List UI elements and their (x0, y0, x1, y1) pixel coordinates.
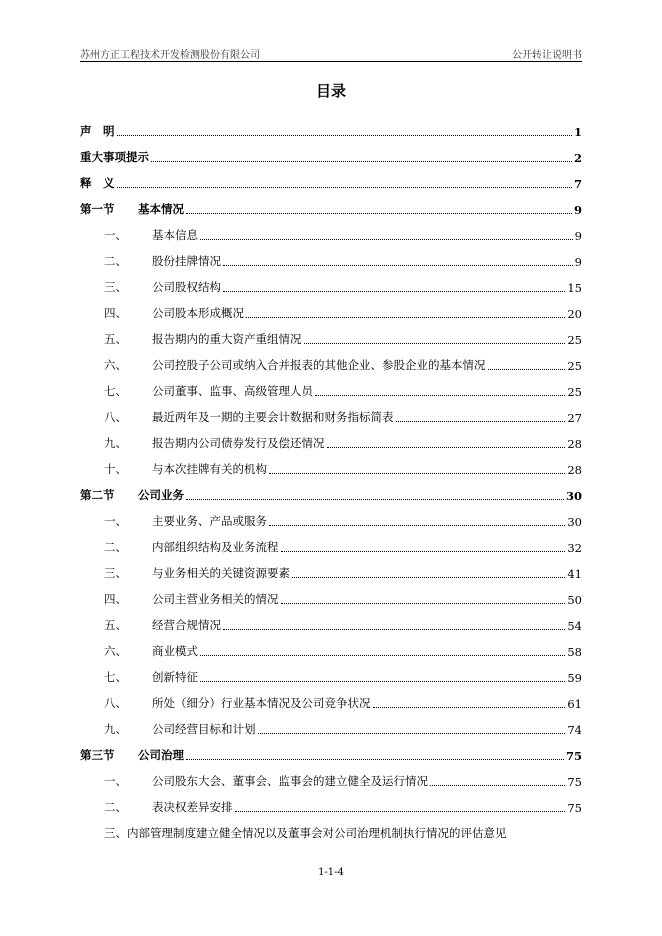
toc-entry-title: 内部组织结构及业务流程 (152, 540, 279, 554)
toc-entry-title: 主要业务、产品或服务 (152, 514, 267, 528)
toc-entry-page: 59 (567, 671, 582, 685)
toc-entry-page: 50 (567, 593, 582, 607)
toc-entry-title: 公司主营业务相关的情况 (152, 592, 279, 606)
toc-entry-number: 第三节 (80, 748, 115, 762)
toc-dot-leader (223, 291, 565, 292)
toc-entry-title: 重大事项提示 (80, 150, 149, 164)
toc-entry[interactable] (80, 581, 582, 607)
toc-entry-page: 58 (567, 645, 582, 659)
toc-dot-leader (186, 759, 564, 760)
toc-entry-title: 商业模式 (152, 644, 198, 658)
toc-entry-page: 75 (567, 775, 582, 789)
toc-entry-title: 公司股东大会、董事会、监事会的建立健全及运行情况 (152, 774, 428, 788)
toc-entry[interactable] (80, 243, 582, 269)
toc-dot-leader (304, 343, 566, 344)
header-document-name: 公开转让说明书 (512, 50, 582, 61)
toc-entry-page: 75 (565, 749, 582, 763)
toc-entry-page: 27 (567, 411, 582, 425)
toc-entry-page: 9 (574, 255, 582, 269)
toc-dot-leader (396, 421, 566, 422)
toc-dot-leader (281, 603, 566, 604)
toc-entry-page: 30 (567, 515, 582, 529)
toc-entry-number: 五、 (104, 332, 127, 346)
toc-entry[interactable] (80, 321, 582, 347)
toc-entry-number: 六、 (104, 358, 127, 372)
toc-dot-leader (117, 187, 572, 188)
toc-entry-number: 八、 (104, 696, 127, 710)
toc-entry[interactable] (80, 425, 582, 451)
toc-entry[interactable] (80, 399, 582, 425)
toc-entry-page: 25 (567, 385, 582, 399)
toc-dot-leader (258, 733, 566, 734)
toc-dot-leader (223, 265, 573, 266)
toc-entry-page: 61 (567, 697, 582, 711)
toc-dot-leader (292, 577, 565, 578)
toc-entry-number: 一、 (104, 774, 127, 788)
toc-entry-title: 公司股本形成概况 (152, 306, 244, 320)
toc-entry[interactable] (80, 763, 582, 789)
page-title: 目录 (315, 82, 346, 100)
toc-entry-number: 二、 (104, 540, 127, 554)
toc-entry-page: 25 (567, 333, 582, 347)
toc-dot-leader (186, 499, 564, 500)
toc-entry[interactable] (80, 191, 582, 217)
toc-entry[interactable] (80, 711, 582, 737)
toc-dot-leader (200, 655, 565, 656)
toc-entry-page: 9 (574, 229, 582, 243)
toc-entry[interactable] (80, 685, 582, 711)
toc-entry-page: 74 (567, 723, 582, 737)
toc-entry-title: 经营合规情况 (152, 618, 221, 632)
toc-entry-title: 公司经营目标和计划 (152, 722, 256, 736)
toc-entry-number: 六、 (104, 644, 127, 658)
toc-entry-title: 创新特征 (152, 670, 198, 684)
toc-entry-page: 1 (573, 125, 582, 139)
toc-entry[interactable] (80, 815, 582, 841)
toc-entry-title: 释 义 (80, 176, 115, 190)
toc-entry-title: 公司业务 (138, 488, 184, 502)
toc-dot-leader (488, 369, 566, 370)
toc-entry-number: 第二节 (80, 488, 115, 502)
toc-dot-leader (269, 525, 565, 526)
toc-dot-leader (281, 551, 566, 552)
page-number: 1-1-4 (318, 867, 344, 878)
toc-entry-page: 28 (567, 463, 582, 477)
toc-entry-number: 二、 (104, 254, 127, 268)
toc-entry-page: 54 (567, 619, 582, 633)
toc-entry[interactable] (80, 113, 582, 139)
toc-entry[interactable] (80, 295, 582, 321)
toc-dot-leader (327, 447, 566, 448)
toc-entry-title: 报告期内公司债券发行及偿还情况 (152, 436, 325, 450)
toc-entry[interactable] (80, 347, 582, 373)
toc-entry[interactable] (80, 451, 582, 477)
toc-entry[interactable] (80, 139, 582, 165)
toc-entry[interactable] (80, 633, 582, 659)
toc-entry[interactable] (80, 789, 582, 815)
toc-entry-number: 四、 (104, 592, 127, 606)
toc-entry-number: 三、 (104, 566, 127, 580)
toc-entry-number: 五、 (104, 618, 127, 632)
toc-dot-leader (235, 811, 566, 812)
toc-entry-number: 七、 (104, 384, 127, 398)
toc-entry[interactable] (80, 269, 582, 295)
toc-entry-page: 41 (567, 567, 582, 581)
toc-entry-number: 一、 (104, 228, 127, 242)
toc-entry-page: 30 (565, 489, 582, 503)
toc-dot-leader (269, 473, 565, 474)
toc-entry[interactable] (80, 217, 582, 243)
toc-entry-number: 十、 (104, 462, 127, 476)
toc-entry[interactable] (80, 503, 582, 529)
toc-dot-leader (315, 395, 565, 396)
toc-entry-title: 公司董事、监事、高级管理人员 (152, 384, 313, 398)
toc-entry-title: 表决权差异安排 (152, 800, 233, 814)
toc-entry-number: 二、 (104, 800, 127, 814)
page-header (80, 44, 582, 62)
toc-entry-title: 公司治理 (138, 748, 184, 762)
toc-entry[interactable] (80, 555, 582, 581)
toc-entry-number: 四、 (104, 306, 127, 320)
toc-entry-number: 第一节 (80, 202, 115, 216)
header-divider (80, 61, 582, 62)
toc-entry-page: 75 (567, 801, 582, 815)
toc-entry-page: 20 (567, 307, 582, 321)
toc-entry-number: 九、 (104, 722, 127, 736)
toc-entry-page: 15 (567, 281, 582, 295)
toc-entry-title: 声 明 (80, 124, 115, 138)
toc-entry-number: 七、 (104, 670, 127, 684)
toc-entry[interactable] (80, 477, 582, 503)
toc-entry[interactable] (80, 659, 582, 685)
toc-dot-leader (186, 213, 572, 214)
toc-dot-leader (117, 135, 572, 136)
toc-entry-title: 与本次挂牌有关的机构 (152, 462, 267, 476)
toc-entry-page: 2 (573, 151, 582, 165)
toc-entry-number: 九、 (104, 436, 127, 450)
toc-dot-leader (200, 239, 573, 240)
toc-entry-number: 三、 (104, 280, 127, 294)
toc-entry-page: 28 (567, 437, 582, 451)
toc-entry-title: 公司控股子公司或纳入合并报表的其他企业、参股企业的基本情况 (152, 358, 486, 372)
toc-entry-title: 所处（细分）行业基本情况及公司竞争状况 (152, 696, 371, 710)
toc-entry-number: 一、 (104, 514, 127, 528)
toc-dot-leader (223, 629, 565, 630)
toc-entry-title: 最近两年及一期的主要会计数据和财务指标简表 (152, 410, 394, 424)
toc-entry-number: 八、 (104, 410, 127, 424)
toc-entry[interactable] (80, 737, 582, 763)
toc-entry-title: 与业务相关的关键资源要素 (152, 566, 290, 580)
toc-dot-leader (200, 681, 565, 682)
toc-entry-page: 32 (567, 541, 582, 555)
toc-entry[interactable] (80, 165, 582, 191)
header-company-name: 苏州方正工程技术开发检测股份有限公司 (80, 50, 260, 61)
toc-entry-title: 三、内部管理制度建立健全情况以及董事会对公司治理机制执行情况的评估意见 (104, 826, 507, 840)
toc-dot-leader (246, 317, 565, 318)
table-of-contents (80, 113, 582, 841)
toc-entry-page: 7 (573, 177, 582, 191)
toc-entry-title: 报告期内的重大资产重组情况 (152, 332, 302, 346)
toc-entry-page: 25 (567, 359, 582, 373)
toc-entry-title: 公司股权结构 (152, 280, 221, 294)
toc-dot-leader (373, 707, 566, 708)
toc-entry-title: 基本信息 (152, 228, 198, 242)
toc-entry[interactable] (80, 607, 582, 633)
toc-entry-title: 基本情况 (138, 202, 184, 216)
toc-entry-title: 股份挂牌情况 (152, 254, 221, 268)
toc-dot-leader (151, 161, 572, 162)
toc-entry[interactable] (80, 373, 582, 399)
toc-entry[interactable] (80, 529, 582, 555)
toc-dot-leader (430, 785, 565, 786)
toc-entry-page: 9 (573, 203, 582, 217)
